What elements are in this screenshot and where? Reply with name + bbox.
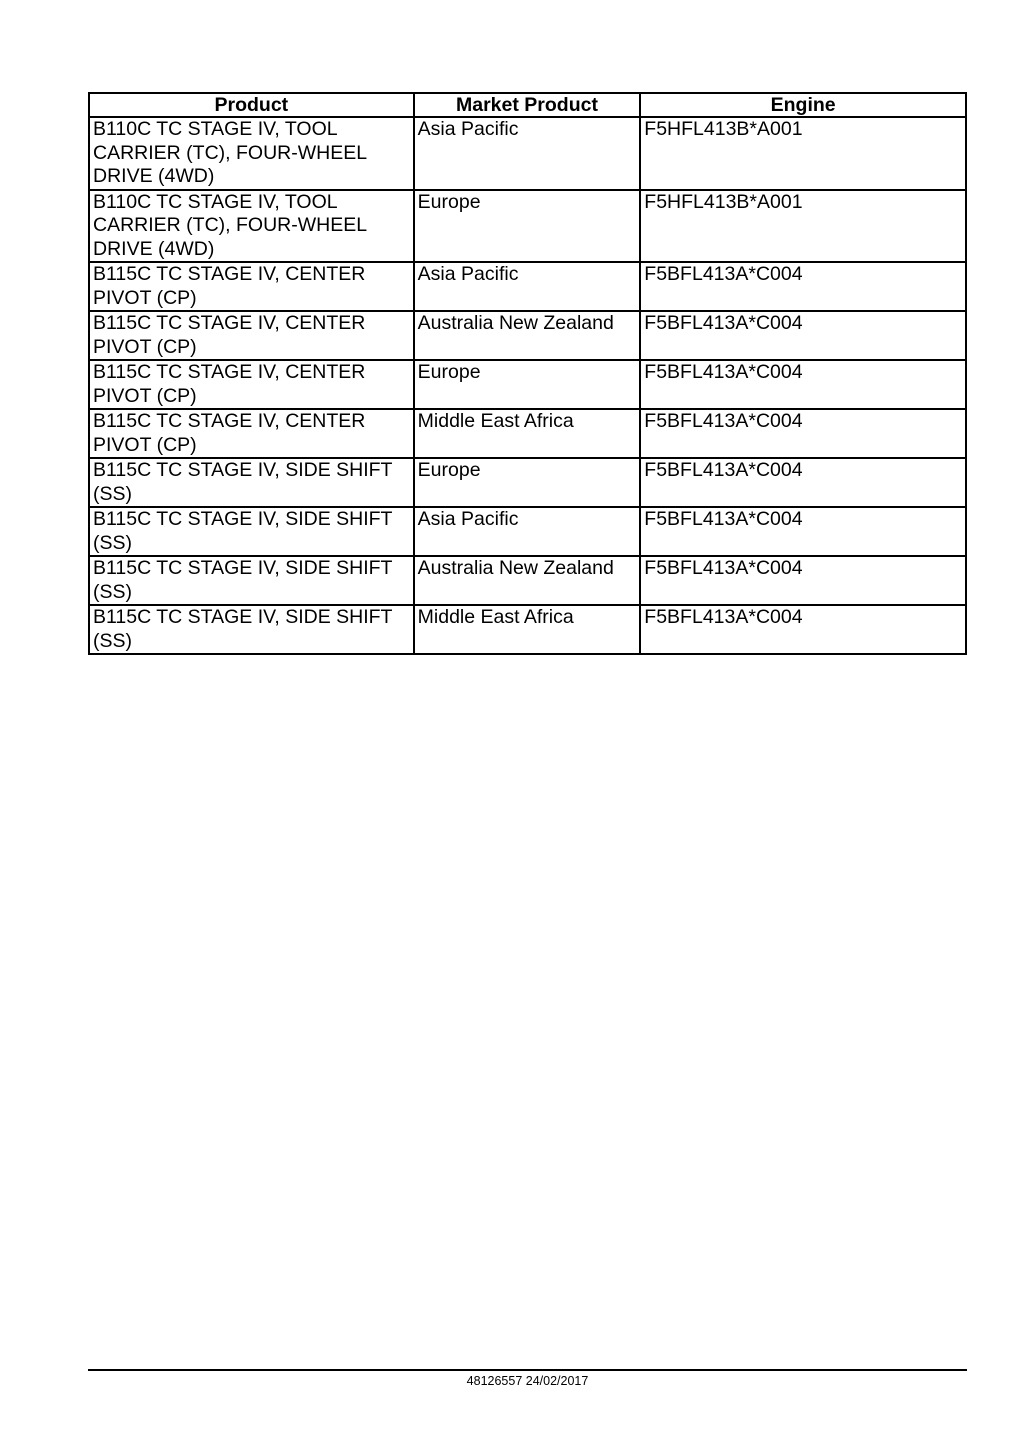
cell-market: Europe xyxy=(414,458,641,507)
cell-product: B115C TC STAGE IV, CENTER PIVOT (CP) xyxy=(89,409,414,458)
cell-market: Middle East Africa xyxy=(414,409,641,458)
cell-market: Australia New Zealand xyxy=(414,556,641,605)
cell-market: Europe xyxy=(414,360,641,409)
table-row xyxy=(89,360,966,409)
cell-engine: F5HFL413B*A001 xyxy=(640,117,966,190)
table-row xyxy=(89,262,966,311)
table-row xyxy=(89,311,966,360)
product-engine-table xyxy=(88,92,967,655)
cell-product: B115C TC STAGE IV, CENTER PIVOT (CP) xyxy=(89,360,414,409)
header-market-product: Market Product xyxy=(414,93,641,117)
cell-product: B115C TC STAGE IV, SIDE SHIFT (SS) xyxy=(89,507,414,556)
table-row xyxy=(89,605,966,654)
cell-market: Asia Pacific xyxy=(414,262,641,311)
table-row xyxy=(89,556,966,605)
cell-market: Asia Pacific xyxy=(414,507,641,556)
cell-engine: F5BFL413A*C004 xyxy=(640,262,966,311)
footer-document-id-date: 48126557 24/02/2017 xyxy=(466,1374,589,1388)
table-row xyxy=(89,458,966,507)
table-row xyxy=(89,190,966,263)
cell-market: Australia New Zealand xyxy=(414,311,641,360)
table-body xyxy=(89,117,966,654)
cell-engine: F5BFL413A*C004 xyxy=(640,556,966,605)
cell-engine: F5BFL413A*C004 xyxy=(640,360,966,409)
header-engine: Engine xyxy=(640,93,966,117)
cell-market: Europe xyxy=(414,190,641,263)
cell-product: B110C TC STAGE IV, TOOL CARRIER (TC), FOUR-WHEEL DRIVE (4WD) xyxy=(89,117,414,190)
header-product: Product xyxy=(89,93,414,117)
cell-product: B115C TC STAGE IV, CENTER PIVOT (CP) xyxy=(89,262,414,311)
table-header-row xyxy=(89,93,966,117)
cell-product: B115C TC STAGE IV, SIDE SHIFT (SS) xyxy=(89,556,414,605)
cell-engine: F5BFL413A*C004 xyxy=(640,311,966,360)
cell-market: Middle East Africa xyxy=(414,605,641,654)
table-row xyxy=(89,507,966,556)
table-header xyxy=(89,93,966,117)
cell-engine: F5BFL413A*C004 xyxy=(640,458,966,507)
cell-engine: F5HFL413B*A001 xyxy=(640,190,966,263)
table-row xyxy=(89,117,966,190)
table-row xyxy=(89,409,966,458)
cell-product: B110C TC STAGE IV, TOOL CARRIER (TC), FOUR-WHEEL DRIVE (4WD) xyxy=(89,190,414,263)
cell-engine: F5BFL413A*C004 xyxy=(640,605,966,654)
cell-product: B115C TC STAGE IV, SIDE SHIFT (SS) xyxy=(89,458,414,507)
cell-market: Asia Pacific xyxy=(414,117,641,190)
footer-divider xyxy=(88,1369,967,1371)
cell-product: B115C TC STAGE IV, CENTER PIVOT (CP) xyxy=(89,311,414,360)
cell-engine: F5BFL413A*C004 xyxy=(640,409,966,458)
cell-product: B115C TC STAGE IV, SIDE SHIFT (SS) xyxy=(89,605,414,654)
cell-engine: F5BFL413A*C004 xyxy=(640,507,966,556)
